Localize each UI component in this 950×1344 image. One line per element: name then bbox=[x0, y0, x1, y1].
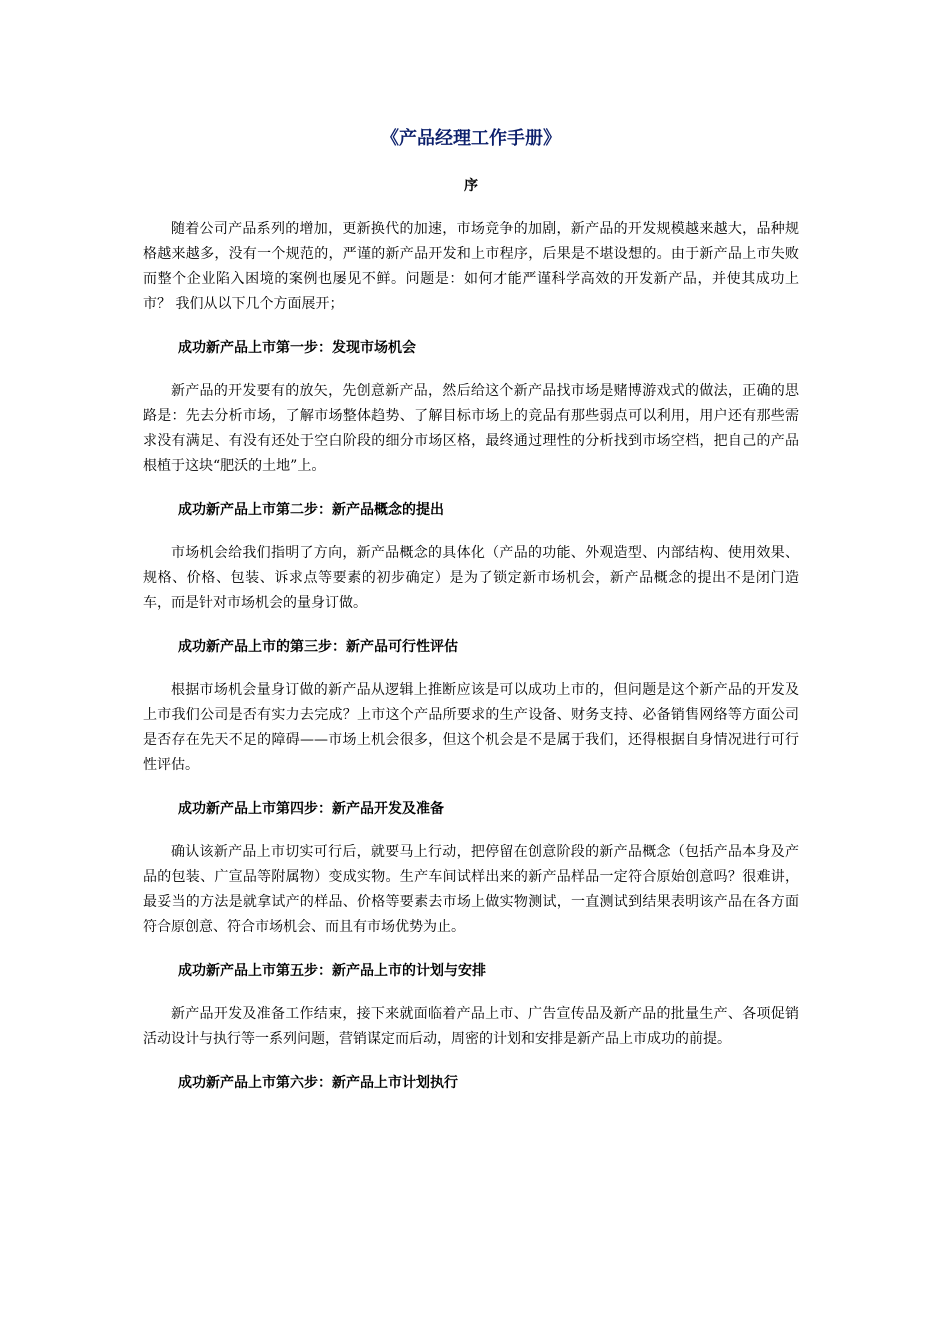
step-1-paragraph: 新产品的开发要有的放矢，先创意新产品，然后给这个新产品找市场是赌博游戏式的做法，正确的思路是：先去分析市场，了解市场整体趋势、了解目标市场上的竞品有那些弱点可以利用，用户还有那些需求没有满足、有没有还处于空白阶段的细分市场区格，最终通过理性的分析找到市场空档，把自己的产品根植于这块“肥沃的土地”上。 bbox=[143, 383, 799, 474]
document-body bbox=[143, 126, 799, 1114]
step-3-heading: 成功新产品上市的第三步：新产品可行性评估 bbox=[178, 639, 458, 655]
preface-heading: 序 bbox=[464, 178, 478, 194]
step-4-heading: 成功新产品上市第四步：新产品开发及准备 bbox=[178, 801, 444, 817]
step-2-heading: 成功新产品上市第二步：新产品概念的提出 bbox=[178, 502, 444, 518]
step-6-heading: 成功新产品上市第六步：新产品上市计划执行 bbox=[178, 1075, 458, 1091]
step-3-paragraph: 根据市场机会量身订做的新产品从逻辑上推断应该是可以成功上市的，但问题是这个新产品的开发及上市我们公司是否有实力去完成？上市这个产品所要求的生产设备、财务支持、必备销售网络等方面公司是否存在先天不足的障碍——市场上机会很多，但这个机会是不是属于我们，还得根据自身情况进行可行性评估。 bbox=[143, 682, 799, 773]
document-title: 《产品经理工作手册》 bbox=[381, 128, 561, 149]
intro-paragraph: 随着公司产品系列的增加，更新换代的加速，市场竞争的加剧，新产品的开发规模越来越大，品种规格越来越多，没有一个规范的，严谨的新产品开发和上市程序，后果是不堪设想的。由于新产品上市失败而整个企业陷入困境的案例也屡见不鲜。问题是：如何才能严谨科学高效的开发新产品，并使其成功上市？ 我们从以下几个方面展开； bbox=[143, 221, 799, 312]
step-5-paragraph: 新产品开发及准备工作结束，接下来就面临着产品上市、广告宣传品及新产品的批量生产、各项促销活动设计与执行等一系列问题，营销谋定而后动，周密的计划和安排是新产品上市成功的前提。 bbox=[143, 1006, 799, 1047]
step-4-paragraph: 确认该新产品上市切实可行后，就要马上行动，把停留在创意阶段的新产品概念（包括产品本身及产品的包装、广宣品等附属物）变成实物。生产车间试样出来的新产品样品一定符合原始创意吗？很难讲，最妥当的方法是就拿试产的样品、价格等要素去市场上做实物测试，一直测试到结果表明该产品在各方面符合原创意、符合市场机会、而且有市场优势为止。 bbox=[143, 844, 799, 935]
step-5-heading: 成功新产品上市第五步：新产品上市的计划与安排 bbox=[178, 963, 486, 979]
step-2-paragraph: 市场机会给我们指明了方向，新产品概念的具体化（产品的功能、外观造型、内部结构、使用效果、规格、价格、包装、诉求点等要素的初步确定）是为了锁定新市场机会，新产品概念的提出不是闭门造车，而是针对市场机会的量身订做。 bbox=[143, 545, 799, 611]
step-1-heading: 成功新产品上市第一步：发现市场机会 bbox=[178, 340, 416, 356]
